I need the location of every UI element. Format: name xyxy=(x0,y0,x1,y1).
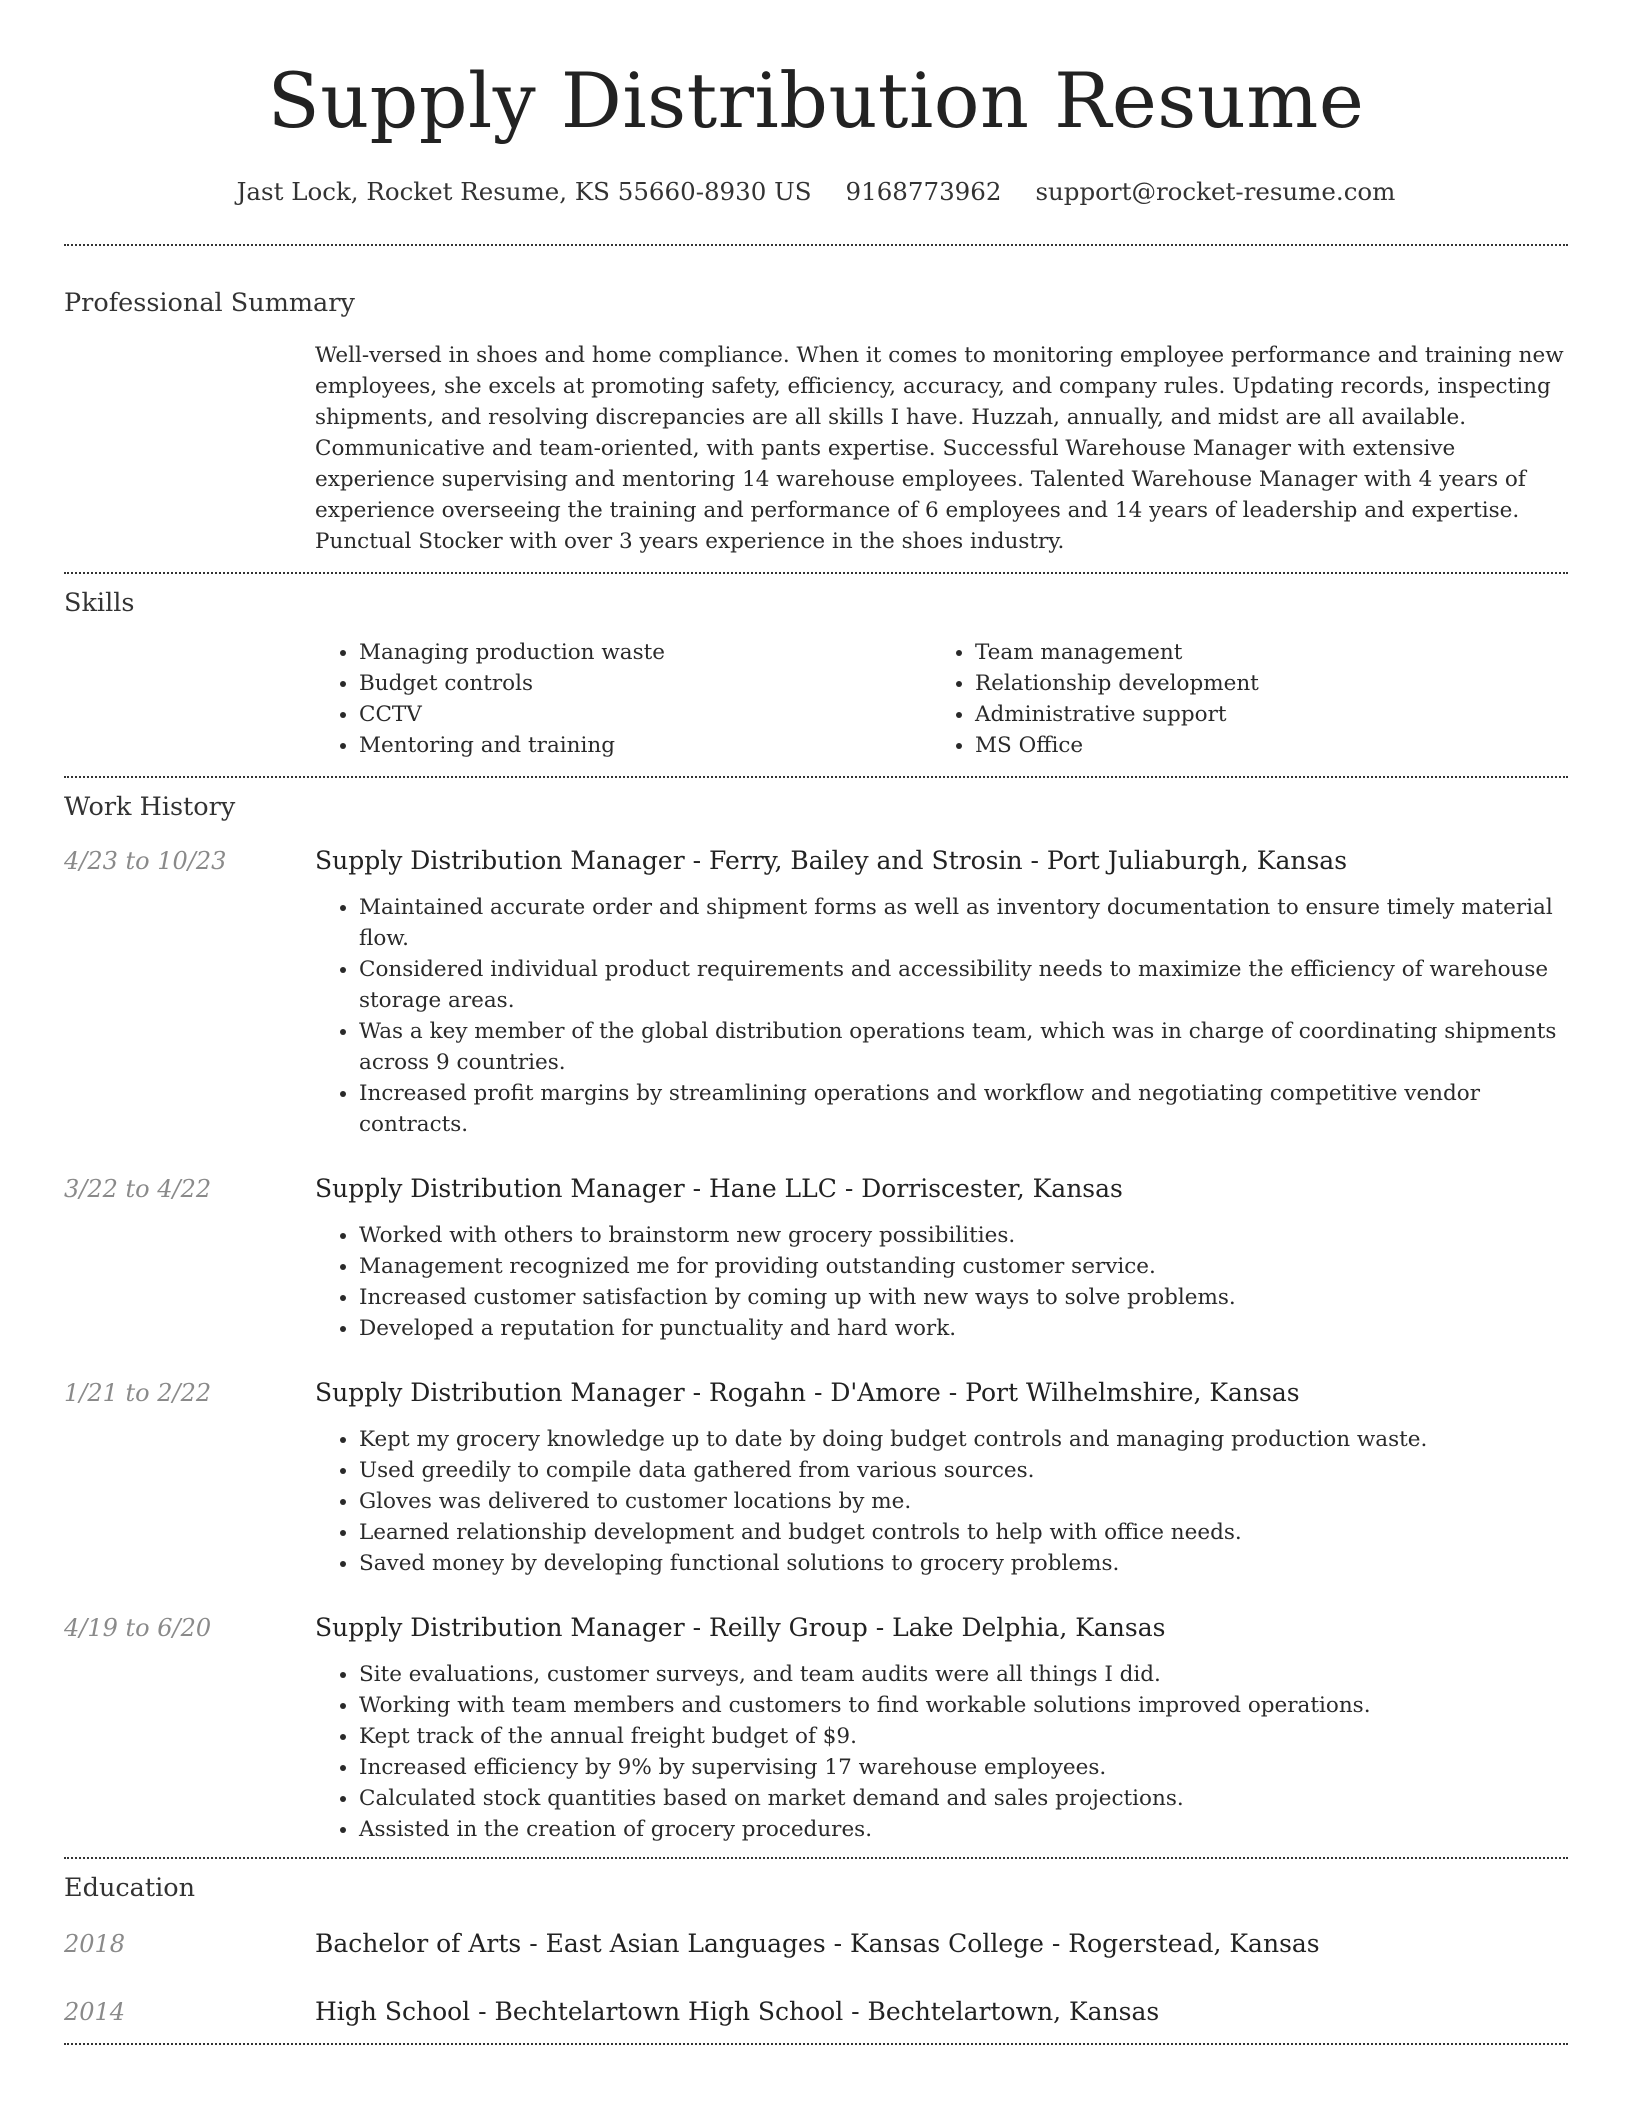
job-heading: Supply Distribution Manager - Reilly Group - Lake Delphia, Kansas xyxy=(315,1613,1166,1642)
job-bullet: • Maintained accurate order and shipment forms as well as inventory documentation to ensure timely material flow. xyxy=(359,892,1568,954)
job-bullet: • Increased efficiency by 9% by supervising 17 warehouse employees. xyxy=(359,1752,1568,1783)
contact-address: Jast Lock, Rocket Resume, KS 55660-8930 US xyxy=(236,177,812,206)
skill-item: • Administrative support xyxy=(975,699,1259,730)
education-entry xyxy=(64,1927,1568,1961)
job-bullet: • Management recognized me for providing outstanding customer service. xyxy=(359,1251,1568,1282)
skills-column-right xyxy=(931,637,1259,761)
skills-section xyxy=(64,574,1568,761)
job-bullet: • Working with team members and customers to find workable solutions improved operations. xyxy=(359,1690,1568,1721)
job-bullet: • Increased customer satisfaction by coming up with new ways to solve problems. xyxy=(359,1282,1568,1313)
summary-text: Well-versed in shoes and home compliance. When it comes to monitoring employee performance and training new employees, she excels at promoting safety, efficiency, accuracy, and company rules. Updating records, inspecting shipments, and resolving discrepancies are all skills I have. Huzzah, annually, and midst are all available. Communicative and team-oriented, with pants expertise. Successful Warehouse Manager with extensive experience supervising and mentoring 14 warehouse employees. Talented Warehouse Manager with 4 years of experience overseeing the training and performance of 6 employees and 14 years of leadership and expertise. Punctual Stocker with over 3 years experience in the shoes industry. xyxy=(315,343,1564,554)
job-bullet: • Developed a reputation for punctuality and hard work. xyxy=(359,1313,1568,1344)
job-date: 1/21 to 2/22 xyxy=(64,1379,212,1407)
job-bullet: • Kept track of the annual freight budget of $9. xyxy=(359,1721,1568,1752)
education-year: 2018 xyxy=(64,1930,126,1958)
job-bullets xyxy=(315,1424,1568,1579)
resume-title: Supply Distribution Resume xyxy=(267,56,1365,145)
education-heading-line: High School - Bechtelartown High School - Bechtelartown, Kansas xyxy=(315,1997,1160,2026)
education-section xyxy=(64,1859,1568,2029)
job-bullet: • Assisted in the creation of grocery procedures. xyxy=(359,1814,1568,1845)
job-bullet: • Increased profit margins by streamlining operations and workflow and negotiating competitive vendor contracts. xyxy=(359,1078,1568,1140)
education-entry xyxy=(64,1995,1568,2029)
skill-item: • MS Office xyxy=(975,730,1259,761)
job-bullet: • Gloves was delivered to customer locations by me. xyxy=(359,1486,1568,1517)
skill-item: • CCTV xyxy=(359,699,931,730)
job-date: 4/23 to 10/23 xyxy=(64,847,227,875)
job-bullet: • Was a key member of the global distribution operations team, which was in charge of coordinating shipments across 9 countries. xyxy=(359,1016,1568,1078)
job-entry xyxy=(64,844,1568,1140)
job-bullet: • Saved money by developing functional solutions to grocery problems. xyxy=(359,1548,1568,1579)
job-bullet: • Used greedily to compile data gathered from various sources. xyxy=(359,1455,1568,1486)
job-bullet: • Learned relationship development and budget controls to help with office needs. xyxy=(359,1517,1568,1548)
skills-heading: Skills xyxy=(64,588,135,618)
job-heading: Supply Distribution Manager - Ferry, Bailey and Strosin - Port Juliaburgh, Kansas xyxy=(315,846,1348,875)
skill-item: • Team management xyxy=(975,637,1259,668)
education-heading: Education xyxy=(64,1873,196,1903)
divider xyxy=(64,2043,1568,2045)
skill-item: • Managing production waste xyxy=(359,637,931,668)
job-bullets xyxy=(315,892,1568,1140)
job-bullet: • Considered individual product requirements and accessibility needs to maximize the efficiency of warehouse storage areas. xyxy=(359,954,1568,1016)
skills-column-left xyxy=(315,637,931,761)
contact-phone: 9168773962 xyxy=(845,177,1002,206)
skill-item: • Budget controls xyxy=(359,668,931,699)
job-bullets xyxy=(315,1659,1568,1845)
job-entry xyxy=(64,1172,1568,1344)
work-entries xyxy=(64,824,1568,1845)
job-bullets xyxy=(315,1220,1568,1344)
job-date: 4/19 to 6/20 xyxy=(64,1614,212,1642)
job-entry xyxy=(64,1376,1568,1579)
work-heading: Work History xyxy=(64,792,236,822)
skills-list xyxy=(315,637,1568,761)
job-entry xyxy=(64,1611,1568,1845)
skill-item: • Mentoring and training xyxy=(359,730,931,761)
contact-line xyxy=(64,176,1568,208)
education-year: 2014 xyxy=(64,1998,126,2026)
job-bullet: • Kept my grocery knowledge up to date by doing budget controls and managing production waste. xyxy=(359,1424,1568,1455)
job-bullet: • Calculated stock quantities based on market demand and sales projections. xyxy=(359,1783,1568,1814)
education-heading-line: Bachelor of Arts - East Asian Languages - Kansas College - Rogerstead, Kansas xyxy=(315,1929,1320,1958)
job-bullet: • Worked with others to brainstorm new grocery possibilities. xyxy=(359,1220,1568,1251)
skill-item: • Relationship development xyxy=(975,668,1259,699)
work-section xyxy=(64,778,1568,1845)
job-heading: Supply Distribution Manager - Rogahn - D'Amore - Port Wilhelmshire, Kansas xyxy=(315,1378,1300,1407)
job-date: 3/22 to 4/22 xyxy=(64,1175,212,1203)
summary-section xyxy=(64,246,1568,557)
contact-email: support@rocket-resume.com xyxy=(1035,177,1396,206)
job-bullet: • Site evaluations, customer surveys, and team audits were all things I did. xyxy=(359,1659,1568,1690)
job-heading: Supply Distribution Manager - Hane LLC - Dorriscester, Kansas xyxy=(315,1174,1123,1203)
summary-heading: Professional Summary xyxy=(64,288,355,318)
